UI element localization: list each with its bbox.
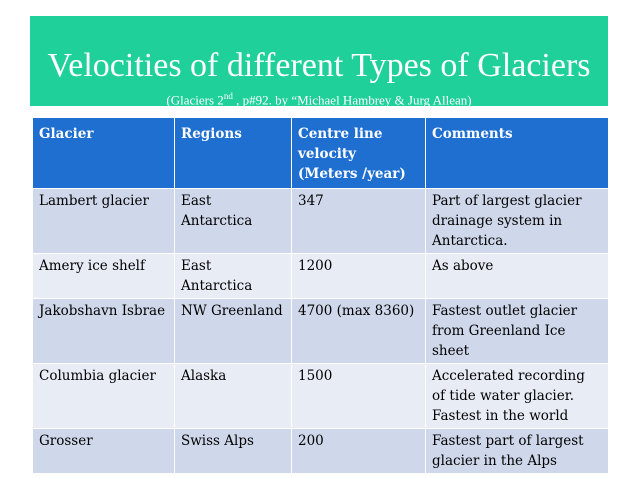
cell-velocity: 200: [292, 429, 426, 474]
cell-region: Swiss Alps: [175, 429, 292, 474]
cell-glacier: Lambert glacier: [33, 189, 175, 254]
table-row: [33, 364, 609, 429]
title-banner: [30, 16, 608, 106]
cell-glacier: Grosser: [33, 429, 175, 474]
subtitle-superscript: nd: [223, 91, 233, 101]
cell-glacier: Columbia glacier: [33, 364, 175, 429]
cell-region: Alaska: [175, 364, 292, 429]
subtitle-prefix: (Glaciers 2: [166, 92, 224, 108]
subtitle-suffix: , p#92. by “Michael Hambrey & Jurg Allean): [232, 92, 472, 108]
cell-velocity: 347: [292, 189, 426, 254]
cell-comment: Accelerated recording of tide water glacier. Fastest in the world: [426, 364, 609, 429]
slide-subtitle: [30, 88, 608, 108]
cell-velocity: 1500: [292, 364, 426, 429]
cell-region: East Antarctica: [175, 189, 292, 254]
cell-region: NW Greenland: [175, 299, 292, 364]
header-comments: Comments: [426, 118, 609, 189]
cell-comment: Fastest outlet glacier from Greenland Ice sheet: [426, 299, 609, 364]
table-row: [33, 299, 609, 364]
glacier-velocity-table: [32, 117, 609, 474]
slide-title: Velocities of different Types of Glaciers: [47, 47, 591, 84]
cell-comment: As above: [426, 254, 609, 299]
table-row: [33, 189, 609, 254]
header-glacier: Glacier: [33, 118, 175, 189]
header-velocity: Centre line velocity (Meters /year): [292, 118, 426, 189]
cell-glacier: Jakobshavn Isbrae: [33, 299, 175, 364]
cell-glacier: Amery ice shelf: [33, 254, 175, 299]
cell-comment: Fastest part of largest glacier in the Alps: [426, 429, 609, 474]
cell-velocity: 1200: [292, 254, 426, 299]
table-row: [33, 429, 609, 474]
table-header-row: [33, 118, 609, 189]
cell-velocity: 4700 (max 8360): [292, 299, 426, 364]
cell-region: East Antarctica: [175, 254, 292, 299]
header-regions: Regions: [175, 118, 292, 189]
cell-comment: Part of largest glacier drainage system in Antarctica.: [426, 189, 609, 254]
table-row: [33, 254, 609, 299]
